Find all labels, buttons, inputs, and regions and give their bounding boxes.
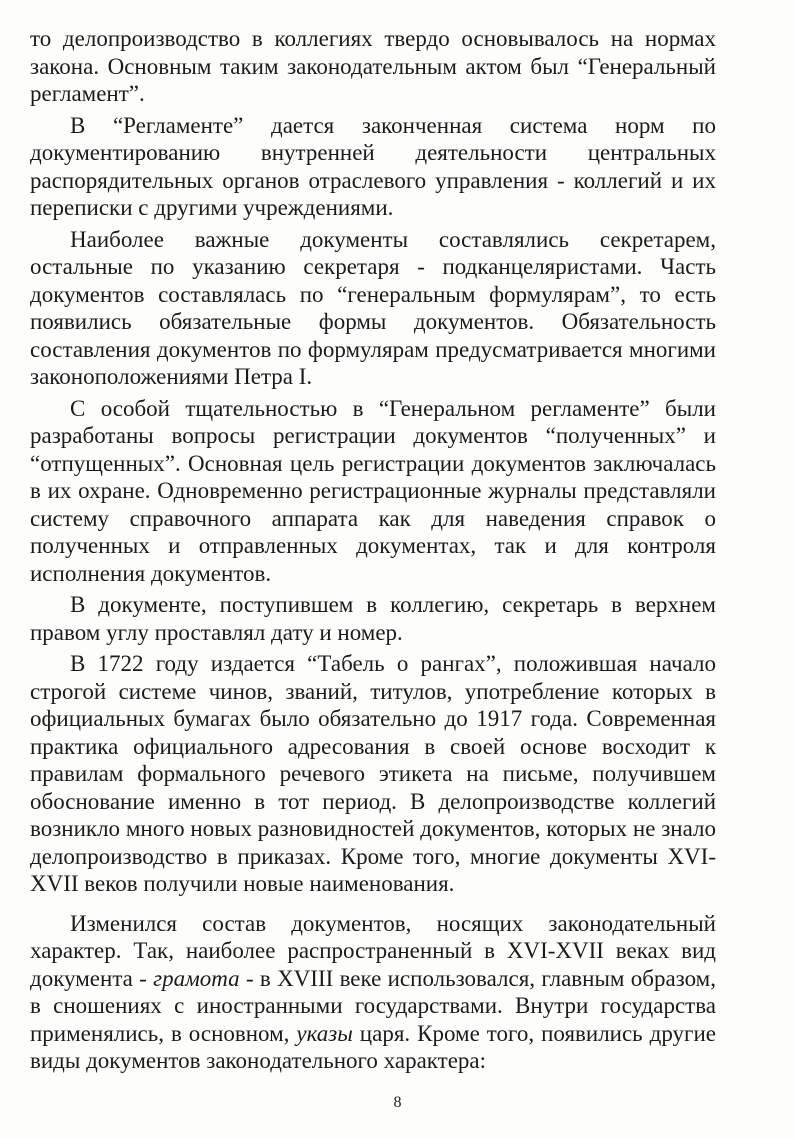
paragraph-1: то делопроизводство в коллегиях твердо основывалось на нормах закона. Основным таким законодательным актом был “Генеральный регламент”. <box>30 26 716 106</box>
paragraph-7-part-3: царя. Кроме того, появились другие виды документов законодательного характера: <box>30 1020 716 1073</box>
paragraph-2: В “Регламенте” дается законченная система норм по документированию внутренней деятельности центральных распорядительных органов отраслевого управления - коллегий и их переписки с другими учреждениями. <box>30 112 716 220</box>
paragraph-3: Наиболее важные документы составлялись секретарем, остальные по указанию секретаря - подканцеляристами. Часть документов составлялась по “генеральным формулярам”, то есть появились обязательные формы документов. Обязательность составления документов по формулярам предусматривается многими законоположениями Петра I. <box>30 226 716 389</box>
paragraph-6: В 1722 году издается “Табель о рангах”, положившая начало строгой системе чинов, званий, титулов, употребление которых в официальных бумагах было обязательно до 1917 года. Современная практика официального адресования в своей основе восходит к правилам формального речевого этикета на письме, получившем обоснование именно в тот период. В делопроизводстве коллегий возникло много новых разновидностей документов, которых не знало делопроизводство в приказах. Кроме того, многие документы XVI-XVII веков получили новые наименования. <box>30 651 716 896</box>
body-text <box>30 25 716 1079</box>
paragraph-7-part-2: - в XVIII веке использовался, главным образом, в сношениях с иностранными государствами. Внутри государства применялись, в основном, <box>30 965 716 1046</box>
italic-term-ukazy: указы <box>296 1020 353 1046</box>
paragraph-4: С особой тщательностью в “Генеральном регламенте” были разработаны вопросы регистрации документов “полученных” и “отпущенных”. Основная цель регистрации документов заключалась в их охране. Одновременно регистрационные журналы представляли систему справочного аппарата как для наведения справок о полученных и отправленных документах, так и для контроля исполнения документов. <box>30 395 716 586</box>
paragraph-5: В документе, поступившем в коллегию, секретарь в верхнем правом углу проставлял дату и номер. <box>30 592 716 645</box>
italic-term-gramota: грамота <box>153 965 240 991</box>
paragraph-7 <box>30 910 716 1075</box>
paragraph-7-part-1: Изменился состав документов, носящих законодательный характер. Так, наиболее распространенный в XVI-XVII веках вид документа - <box>30 910 716 991</box>
page-number: 8 <box>393 1094 402 1111</box>
